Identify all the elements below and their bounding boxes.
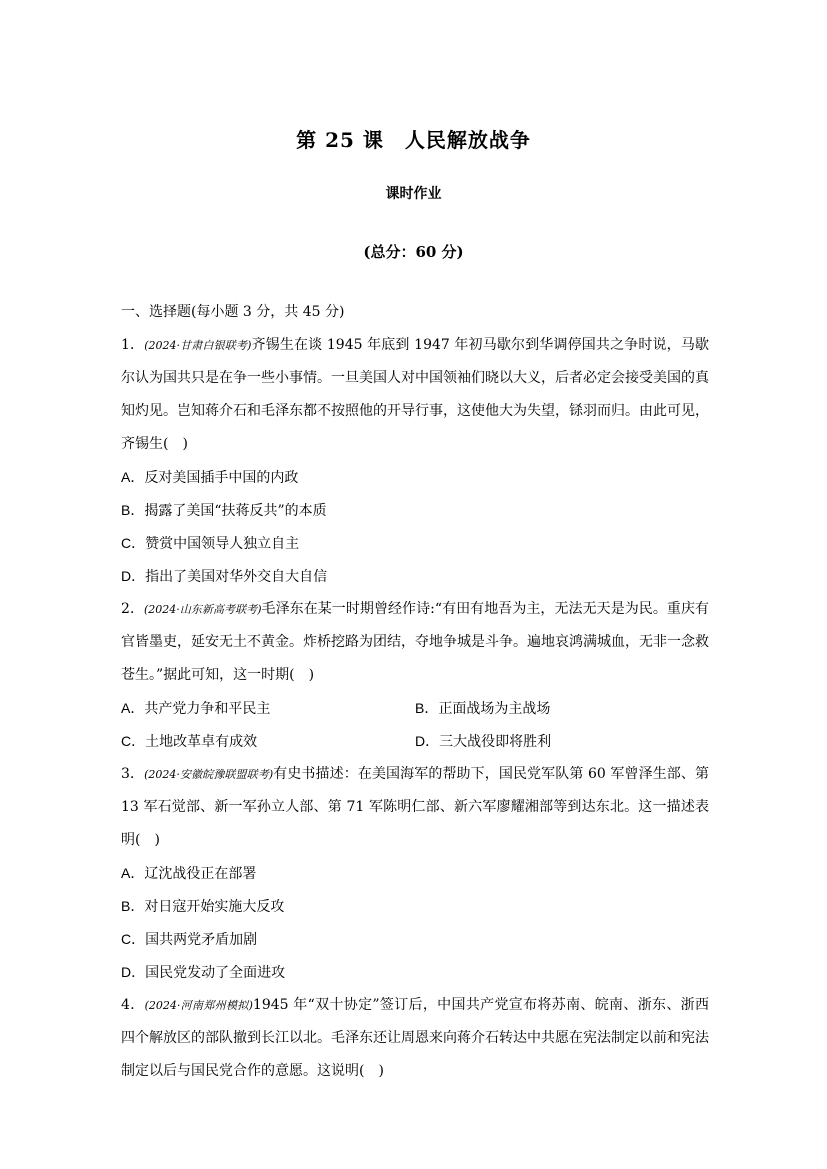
question-1 [121,329,709,461]
total-score: (总分：60 分) [363,243,464,261]
question-stem: 毛泽东在某一时期曾经作诗:“有田有地吾为主，无法无天是为民。重庆有官皆墨吏，延安无土不黄金。炸桥挖路为团结，夺地争城是斗争。遍地哀鸿满城血，无非一念救苍生。”据此可知，这一时期( ) [121,601,709,683]
question-number: 1． [121,337,145,353]
option-3b[interactable]: B．对日寇开始实施大反攻 [121,898,285,915]
option-2d[interactable]: D．三大战役即将胜利 [415,733,552,750]
option-1c[interactable]: C．赞赏中国领导人独立自主 [121,535,300,552]
question-stem: 齐锡生在谈 1945 年底到 1947 年初马歇尔到华调停国共之争时说，马歇尔认为国共只是在争一些小事情。一旦美国人对中国领袖们晓以大义，后者必定会接受美国的真知灼见。岂知蒋介石和毛泽东都不按照他的开导行事，这使他大为失望，铩羽而归。由此可见，齐锡生( ) [121,337,709,452]
lesson-title: 第 25 课 人民解放战争 [296,128,531,152]
question-source: (2024·安徽皖豫联盟联考) [144,768,274,781]
option-1b[interactable]: B．揭露了美国“扶蒋反共”的本质 [121,502,327,519]
option-row [121,692,709,725]
option-1a[interactable]: A．反对美国插手中国的内政 [121,469,299,486]
option-1d[interactable]: D．指出了美国对华外交自大自信 [121,568,328,585]
option-row [121,725,709,758]
question-source: (2024·甘肃白银联考) [144,339,252,352]
question-source: (2024·河南郑州模拟) [144,999,253,1012]
question-stem: 1945 年“双十协定”签订后，中国共产党宣布将苏南、皖南、浙东、浙西四个解放区的部队撤到长江以北。毛泽东还让周恩来向蒋介石转达中共愿在宪法制定以前和宪法制定以后与国民党合作的意愿。这说明( ) [121,997,709,1079]
option-3c[interactable]: C．国共两党矛盾加剧 [121,931,258,948]
question-stem: 有史书描述：在美国海军的帮助下，国民党军队第 60 军曾泽生部、第 13 军石觉部、新一军孙立人部、第 71 军陈明仁部、新六军廖耀湘部等到达东北。这一描述表明( ) [121,766,709,848]
option-2c[interactable]: C．土地改革卓有成效 [121,733,258,750]
question-3 [121,758,709,857]
section-heading: 一、选择题(每小题 3 分，共 45 分) [121,304,345,320]
question-number: 3． [121,766,145,782]
question-number: 2． [121,601,145,617]
option-3a[interactable]: A．辽沈战役正在部署 [121,865,257,882]
option-2a[interactable]: A．共产党力争和平民主 [121,700,271,717]
option-2b[interactable]: B．正面战场为主战场 [415,700,551,717]
question-number: 4． [121,997,145,1013]
question-2 [121,593,709,692]
option-3d[interactable]: D．国民党发动了全面进攻 [121,964,286,981]
question-content [121,296,709,1088]
question-4 [121,989,709,1088]
question-source: (2024·山东新高考联考) [144,603,262,616]
lesson-subtitle: 课时作业 [385,186,442,202]
